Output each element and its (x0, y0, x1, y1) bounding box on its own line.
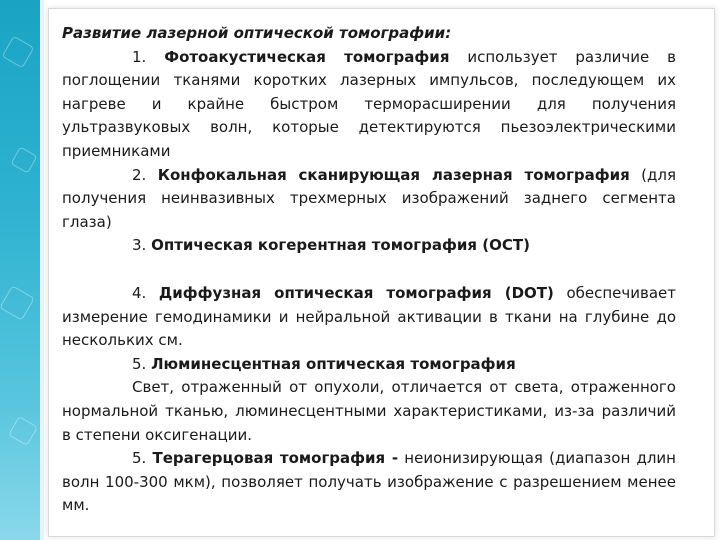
hexagon-decoration-icon (8, 416, 38, 446)
list-item (62, 164, 676, 235)
side-panel-edge (40, 0, 44, 540)
item-number: 3. (132, 236, 147, 255)
list-item (62, 46, 676, 164)
list-item (62, 282, 676, 353)
item-text: использует различие в поглощении тканями коротких лазерных импульсов, последующем их нагреве и крайне быстром терморасширении для получения ультразвуковых волн, которые детектируются пьезоэлектрическими приемниками (62, 47, 676, 160)
item-description (62, 376, 676, 447)
item-text: (для получения неинвазивных трехмерных изображений заднего сегмента глаза) (62, 165, 676, 231)
slide-title: Развитие лазерной оптической томографии: (62, 24, 452, 42)
item-number: 2. (132, 165, 147, 184)
hexagon-decoration-icon (0, 285, 35, 321)
item-heading: Фотоакустическая томография (164, 47, 450, 66)
list-item (62, 447, 676, 518)
item-number: 1. (132, 47, 147, 66)
item-text: обеспечивает измерение гемодинамики и нейральной активации в ткани на глубине до нескольких см. (62, 283, 676, 350)
item-extra-text: Свет, отраженный от опухоли, отличается от света, отраженного нормальной тканью, люминесцентными характеристиками, из-за различий в степени оксигенации. (62, 378, 676, 444)
decorative-side-panel (0, 0, 40, 540)
item-number: 5. (132, 354, 147, 373)
item-heading: Терагерцовая томография - (152, 449, 399, 468)
hexagon-decoration-icon (10, 146, 37, 173)
list-item (62, 353, 676, 377)
spacer (62, 258, 676, 282)
item-heading: Оптическая когерентная томография (OCT) (151, 236, 530, 255)
item-heading: Люминесцентная оптическая томография (151, 354, 516, 373)
item-heading: Конфокальная сканирующая лазерная томография (157, 165, 630, 184)
item-heading: Диффузная оптическая томография (DOT) (158, 283, 554, 302)
item-number: 5. (132, 449, 147, 468)
slide-content (62, 22, 676, 518)
item-text: неионизирующая (диапазон длин волн 100-300 мкм), позволяет получать изображение с разрешением менее мм. (62, 449, 676, 515)
list-item (62, 234, 676, 258)
item-number: 4. (132, 283, 147, 302)
hexagon-decoration-icon (2, 36, 35, 69)
